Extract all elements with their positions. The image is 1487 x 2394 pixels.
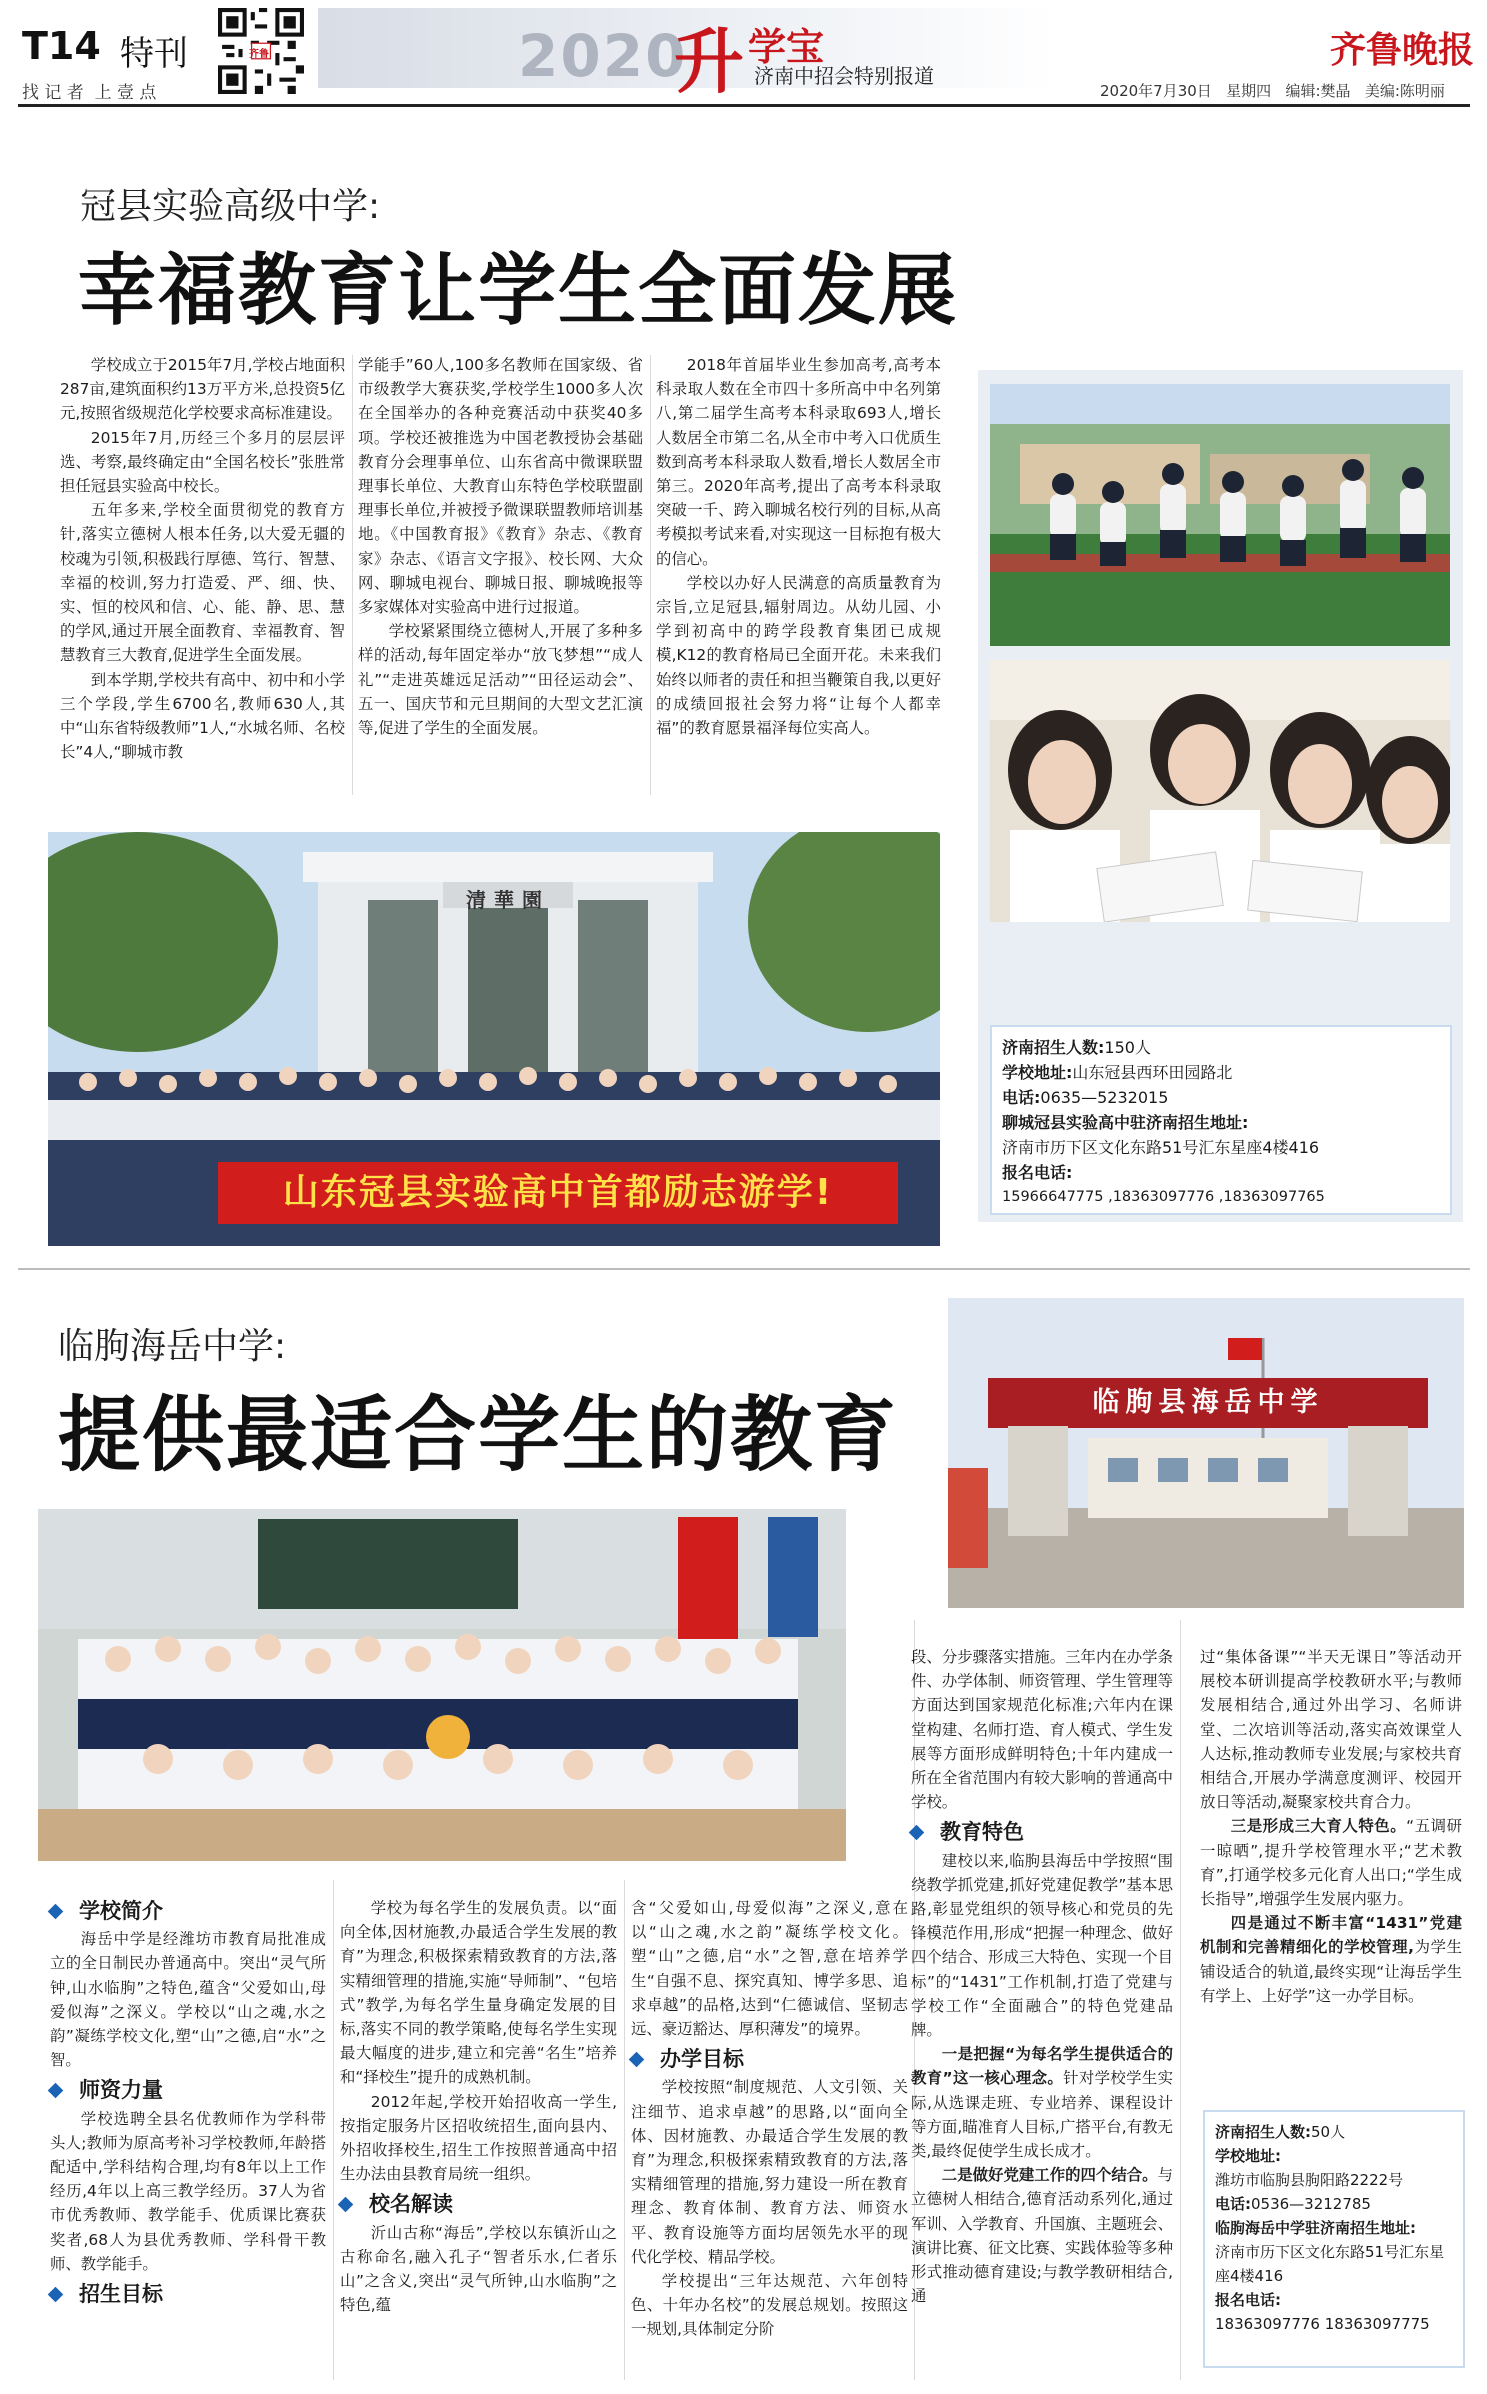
- bold-lead: 一是把握“为每名学生提供适合的教育”这一核心理念。: [911, 2045, 1173, 2088]
- article1-col1: [60, 353, 345, 764]
- header-banner: [318, 8, 1058, 103]
- article2-headline: 提供最适合学生的教育: [58, 1388, 899, 1483]
- diamond-bullet-icon: [48, 2286, 64, 2302]
- phone-value: 0635—5232015: [1040, 1088, 1169, 1107]
- header-rule: [18, 104, 1470, 107]
- paper-logo: 齐鲁晚报: [1330, 29, 1475, 71]
- article2-col2: [340, 1896, 617, 2317]
- article2-col1: [50, 1893, 326, 2310]
- header-year: 2020: [518, 22, 688, 90]
- paragraph: 2018年首届毕业生参加高考,高考本科录取人数在全市四十多所高中中名列第八,第二届学生高考本科录取693人,增长人数居全市第二名,从全市中考入口优质生数到高考本科录取人数看,增长人数居全市第三。2020年高考,提出了高考本科录取突破一千、跨入聊城名校行列的目标,从高考模拟考试来看,对实现这一目标抱有极大的信心。: [656, 356, 941, 568]
- section-heading: [50, 2282, 326, 2306]
- article2-info-box: [1203, 2110, 1465, 2368]
- section-heading-text: 招生目标: [79, 2282, 163, 2307]
- reading-students-photo: [990, 660, 1450, 922]
- enroll-line: [1215, 2120, 1453, 2144]
- classroom-celebration-photo: [38, 1509, 846, 1861]
- paragraph: [1200, 1814, 1462, 1911]
- section-heading: [911, 1820, 1173, 1844]
- enroll-label: 济南招生人数:: [1002, 1038, 1105, 1057]
- paragraph: 海岳中学是经潍坊市教育局批准成立的全日制民办普通高中。突出“灵气所钟,山水临朐”之特色,蕴含“父爱如山,母爱似海”之深义。学校以“山之魂,水之韵”凝练学校文化,塑“山”之德,启“水”之智。: [50, 1930, 326, 2070]
- editor-credit: 编辑:樊晶: [1285, 82, 1351, 100]
- article2-col5: [1200, 1645, 1462, 2008]
- section-heading-text: 校名解读: [369, 2192, 453, 2217]
- brand-name: 学宝: [748, 25, 825, 69]
- article1-kicker: 冠县实验高级中学:: [80, 186, 381, 227]
- enroll-value: 150人: [1104, 1038, 1151, 1057]
- issue-date: 2020年7月30日: [1100, 82, 1212, 100]
- red-banner: 山东冠县实验高中首都励志游学!: [218, 1162, 898, 1224]
- gate-sign: 清華園: [466, 888, 550, 912]
- paragraph: 学校选聘全县名优教师作为学科带头人;教师为原高考补习学校教师,年龄搭配适中,学科结构合理,均有8年以上工作经历,4年以上高三教学经历。37人为省市优秀教师、教学能手、优质课比赛获奖者,68人为县优秀教师、学科骨干教师、教学能手。: [50, 2109, 326, 2273]
- column-divider: [624, 1880, 625, 2380]
- enroll-label: 济南招生人数:: [1215, 2123, 1311, 2141]
- office-label: 临朐海岳中学驻济南招生地址:: [1215, 2219, 1416, 2237]
- paragraph: 学校提出“三年达规范、六年创特色、十年办名校”的发展总规划。按照这一规划,具体制定分阶: [631, 2272, 908, 2339]
- address-value: 潍坊市临朐县朐阳路2222号: [1215, 2171, 1404, 2189]
- office-value: 济南市历下区文化东路51号汇东星座4楼416: [1002, 1138, 1320, 1157]
- paragraph: 过“集体备课”“半天无课日”等活动开展校本研训提高学校教研水平;与教师发展相结合,通过外出学习、名师讲堂、二次培训等活动,落实高效课堂人人达标,推动教师专业发展;与家校共育相结合,开展办学满意度测评、校园开放日等活动,凝聚家校共育合力。: [1200, 1648, 1462, 1812]
- diamond-bullet-icon: [48, 1903, 64, 1919]
- paragraph: 学校成立于2015年7月,学校占地面积287亩,建筑面积约13万平方米,总投资5亿元,按照省级规范化学校要求高标准建设。: [60, 356, 345, 423]
- header-slogan: 找 记 者 上 壹 点: [22, 83, 157, 103]
- phone-line: [1215, 2192, 1453, 2216]
- column-divider: [1180, 1620, 1181, 2380]
- paragraph: 学校为每名学生的发展负责。以“面向全体,因材施教,办最适合学生发展的教育”为理念,积极探索精致教育的方法,落实精细管理的措施,实施“导师制”、“包培式”教学,为每名学生量身确定发展的目标,落实不同的教学策略,使每名学生实现最大幅度的进步,建立和完善“名生”培养和“择校生”提升的成熟机制。: [340, 1899, 617, 2087]
- paragraph: 2015年7月,历经三个多月的层层评选、考察,最终确定由“全国名校长”张胜常担任冠县实验高中校长。: [60, 428, 345, 496]
- column-divider: [352, 355, 353, 795]
- registration-value: 15966647775 ,18363097776 ,18363097765: [1002, 1189, 1325, 1205]
- paragraph: 2012年起,学校开始招收高一学生,按指定服务片区招收统招生,面向县内、外招收择校生,招生工作按照普通高中招生办法由县教育局统一组织。: [340, 2092, 617, 2184]
- registration-label: 报名电话:: [1215, 2291, 1281, 2309]
- section-divider: [18, 1268, 1470, 1270]
- section-heading-text: 办学目标: [660, 2047, 744, 2072]
- article2-kicker: 临朐海岳中学:: [58, 1326, 287, 1367]
- enroll-line: [1002, 1035, 1440, 1060]
- paragraph-rest: 与立德树人相结合,德育活动系列化,通过军训、入学教育、升国旗、主题班会、演讲比赛、征文比赛、实践体验等多种形式推动德育建设;与教学教研相结合,通: [911, 2166, 1173, 2306]
- bold-lead: 四是通过不断丰富“1431”党建机制和完善精细化的学校管理,: [1200, 1914, 1462, 1957]
- phone-label: 电话:: [1215, 2195, 1251, 2213]
- paragraph: 学能手”60人,100多名教师在国家级、省市级教学大赛获奖,学校学生1000多人次在全国举办的各种竞赛活动中获奖40多项。学校还被推选为中国老教授协会基础教育分会理事单位、山东省高中微课联盟理事长单位、大教育山东特色学校联盟副理事长单位,并被授予微课联盟教师培训基地。《中国教育报》《教育》杂志、《教育家》杂志、《语言文字报》、校长网、大众网、聊城电视台、聊城日报、聊城晚报等多家媒体对实验高中进行过报道。: [358, 356, 643, 617]
- paragraph: 到本学期,学校共有高中、初中和小学三个学段,学生6700名,教师630人,其中“山东省特级教师”1人,“水城名师、名校长”4人,“聊城市教: [60, 670, 345, 762]
- section-heading: [631, 2047, 908, 2071]
- paragraph-rest: 针对学校学生实际,从选课走班、专业培养、课程设计等方面,瞄准育人目标,广搭平台,有教无类,最终促使学生成长成才。: [911, 2069, 1173, 2161]
- address-line: [1002, 1060, 1440, 1085]
- registration-label: 报名电话:: [1002, 1163, 1073, 1182]
- diamond-bullet-icon: [629, 2052, 645, 2068]
- page-number: T14: [22, 24, 101, 68]
- article2-col4: [911, 1645, 1173, 2308]
- bold-lead: 三是形成三大育人特色。: [1230, 1817, 1407, 1836]
- address-value: 山东冠县西环田园路北: [1072, 1063, 1233, 1082]
- paragraph: 学校紧紧围绕立德树人,开展了多种多样的活动,每年固定举办“放飞梦想”“成人礼”“走进英雄远足活动”“田径运动会”、五一、国庆节和元旦期间的大型文艺汇演等,促进了学生的全面发展。: [358, 622, 643, 738]
- phone-line: [1002, 1085, 1440, 1110]
- designer-credit: 美编:陈明丽: [1364, 82, 1445, 100]
- paragraph: [911, 2042, 1173, 2163]
- bold-lead: 二是做好党建工作的四个结合。: [941, 2166, 1158, 2185]
- section-heading-text: 教育特色: [940, 1820, 1024, 1845]
- address-label: 学校地址:: [1002, 1063, 1073, 1082]
- article1-headline: 幸福教育让学生全面发展: [78, 246, 959, 336]
- paragraph: 沂山古称“海岳”,学校以东镇沂山之古称命名,融入孔子“智者乐水,仁者乐山”之含义,突出“灵气所钟,山水临朐”之特色,蕴: [340, 2223, 617, 2315]
- enroll-value: 50人: [1311, 2123, 1346, 2141]
- issue-weekday: 星期四: [1226, 82, 1272, 100]
- paragraph: 段、分步骤落实措施。三年内在办学条件、办学体制、师资管理、学生管理等方面达到国家规范化标准;六年内在课堂构建、名师打造、育人模式、学生发展等方面形成鲜明特色;十年内建成一所在全省范围内有较大影响的普通高中学校。: [911, 1648, 1173, 1812]
- qr-code-icon[interactable]: [218, 8, 304, 94]
- paragraph: [911, 2163, 1173, 2308]
- brand-mark: 升: [674, 21, 744, 103]
- article1-col2: [358, 353, 643, 740]
- paragraph-rest: “五调研一晾晒”,提升学校管理水平;“艺术教育”,打通学校多元化育人出口;“学生成长指导”,增强学生发展内驱力。: [1200, 1817, 1462, 1909]
- section-label: 特刊: [120, 34, 188, 74]
- article1-col3: [656, 353, 941, 740]
- paragraph: 五年多来,学校全面贯彻党的教育方针,落实立德树人根本任务,以大爱无疆的校魂为引领,积极践行厚德、笃行、智慧、幸福的校训,努力打造爱、严、细、快、实、恒的校风和信、心、能、静、思、慧的学风,通过开展全面教育、幸福教育、智慧教育三大教育,促进学生全面发展。: [60, 501, 345, 665]
- diamond-bullet-icon: [48, 2083, 64, 2099]
- paragraph: 含“父爱如山,母爱似海”之深义,意在以“山之魂,水之韵”凝练学校文化。塑“山”之德,启“水”之智,意在培养学生“自强不息、探究真知、博学多思、追求卓越”的品格,达到“仁德诚信、坚韧志远、豪迈豁达、厚积薄发”的境界。: [631, 1899, 908, 2039]
- paragraph: 学校以办好人民满意的高质量教育为宗旨,立足冠县,辐射周边。从幼儿园、小学到初高中的跨学段教育集团已成规模,K12的教育格局已全面开花。未来我们始终以师者的责任和担当鞭策自我,以更好的成绩回报社会努力将“让每个人都幸福”的教育愿景福泽每位实高人。: [656, 573, 941, 738]
- tsinghua-group-photo: [48, 832, 940, 1246]
- article2-col3: [631, 1896, 908, 2342]
- section-heading-text: 学校简介: [79, 1899, 163, 1923]
- office-value: 济南市历下区文化东路51号汇东星座4楼416: [1215, 2243, 1445, 2285]
- paragraph: [1200, 1911, 1462, 2008]
- page-header: [0, 0, 1487, 110]
- address-label: 学校地址:: [1215, 2147, 1281, 2165]
- article1-info-box: [990, 1025, 1452, 1215]
- header-subtitle: 济南中招会特别报道: [754, 64, 934, 88]
- phone-label: 电话:: [1002, 1088, 1041, 1107]
- registration-value: 18363097776 18363097775: [1215, 2315, 1430, 2333]
- school-gate-sign: 临朐县海岳中学: [1092, 1387, 1324, 1418]
- section-heading-text: 师资力量: [79, 2078, 163, 2103]
- running-students-photo: [990, 384, 1450, 646]
- paragraph-rest: 为学生铺设适合的轨道,最终实现“让海岳学生有学上、上好学”这一办学目标。: [1200, 1938, 1462, 2005]
- paragraph: 学校按照“制度规范、人文引领、关注细节、追求卓越”的思路,以“面向全体、因材施教、办最适合学生发展的教育”为理念,积极探索精致教育的方法,落实精细管理的措施,努力建设一所在教育理念、教育体制、教育方法、师资水平、教育设施等方面均居领先水平的现代化学校、精品学校。: [631, 2078, 908, 2266]
- section-heading: [50, 1899, 326, 1923]
- paragraph: 建校以来,临朐县海岳中学按照“围绕教学抓党建,抓好党建促教学”基本思路,彰显党组织的领导核心和党员的先锋模范作用,形成“把握一种理念、做好四个结合、形成三大特色、实现一个目标”的“1431”工作机制,打造了党建与学校工作“全面融合”的特色党建品牌。: [911, 1851, 1173, 2040]
- office-label: 聊城冠县实验高中驻济南招生地址:: [1002, 1113, 1249, 1132]
- section-heading: [340, 2192, 617, 2216]
- school-gate-photo: [948, 1298, 1464, 1608]
- section-heading: [50, 2078, 326, 2102]
- column-divider: [333, 1880, 334, 2380]
- diamond-bullet-icon: [338, 2197, 354, 2213]
- column-divider: [650, 355, 651, 795]
- header-meta: [1100, 80, 1445, 101]
- diamond-bullet-icon: [909, 1825, 925, 1841]
- qr-badge: 齐鲁: [249, 49, 269, 60]
- phone-value: 0536—3212785: [1251, 2195, 1371, 2213]
